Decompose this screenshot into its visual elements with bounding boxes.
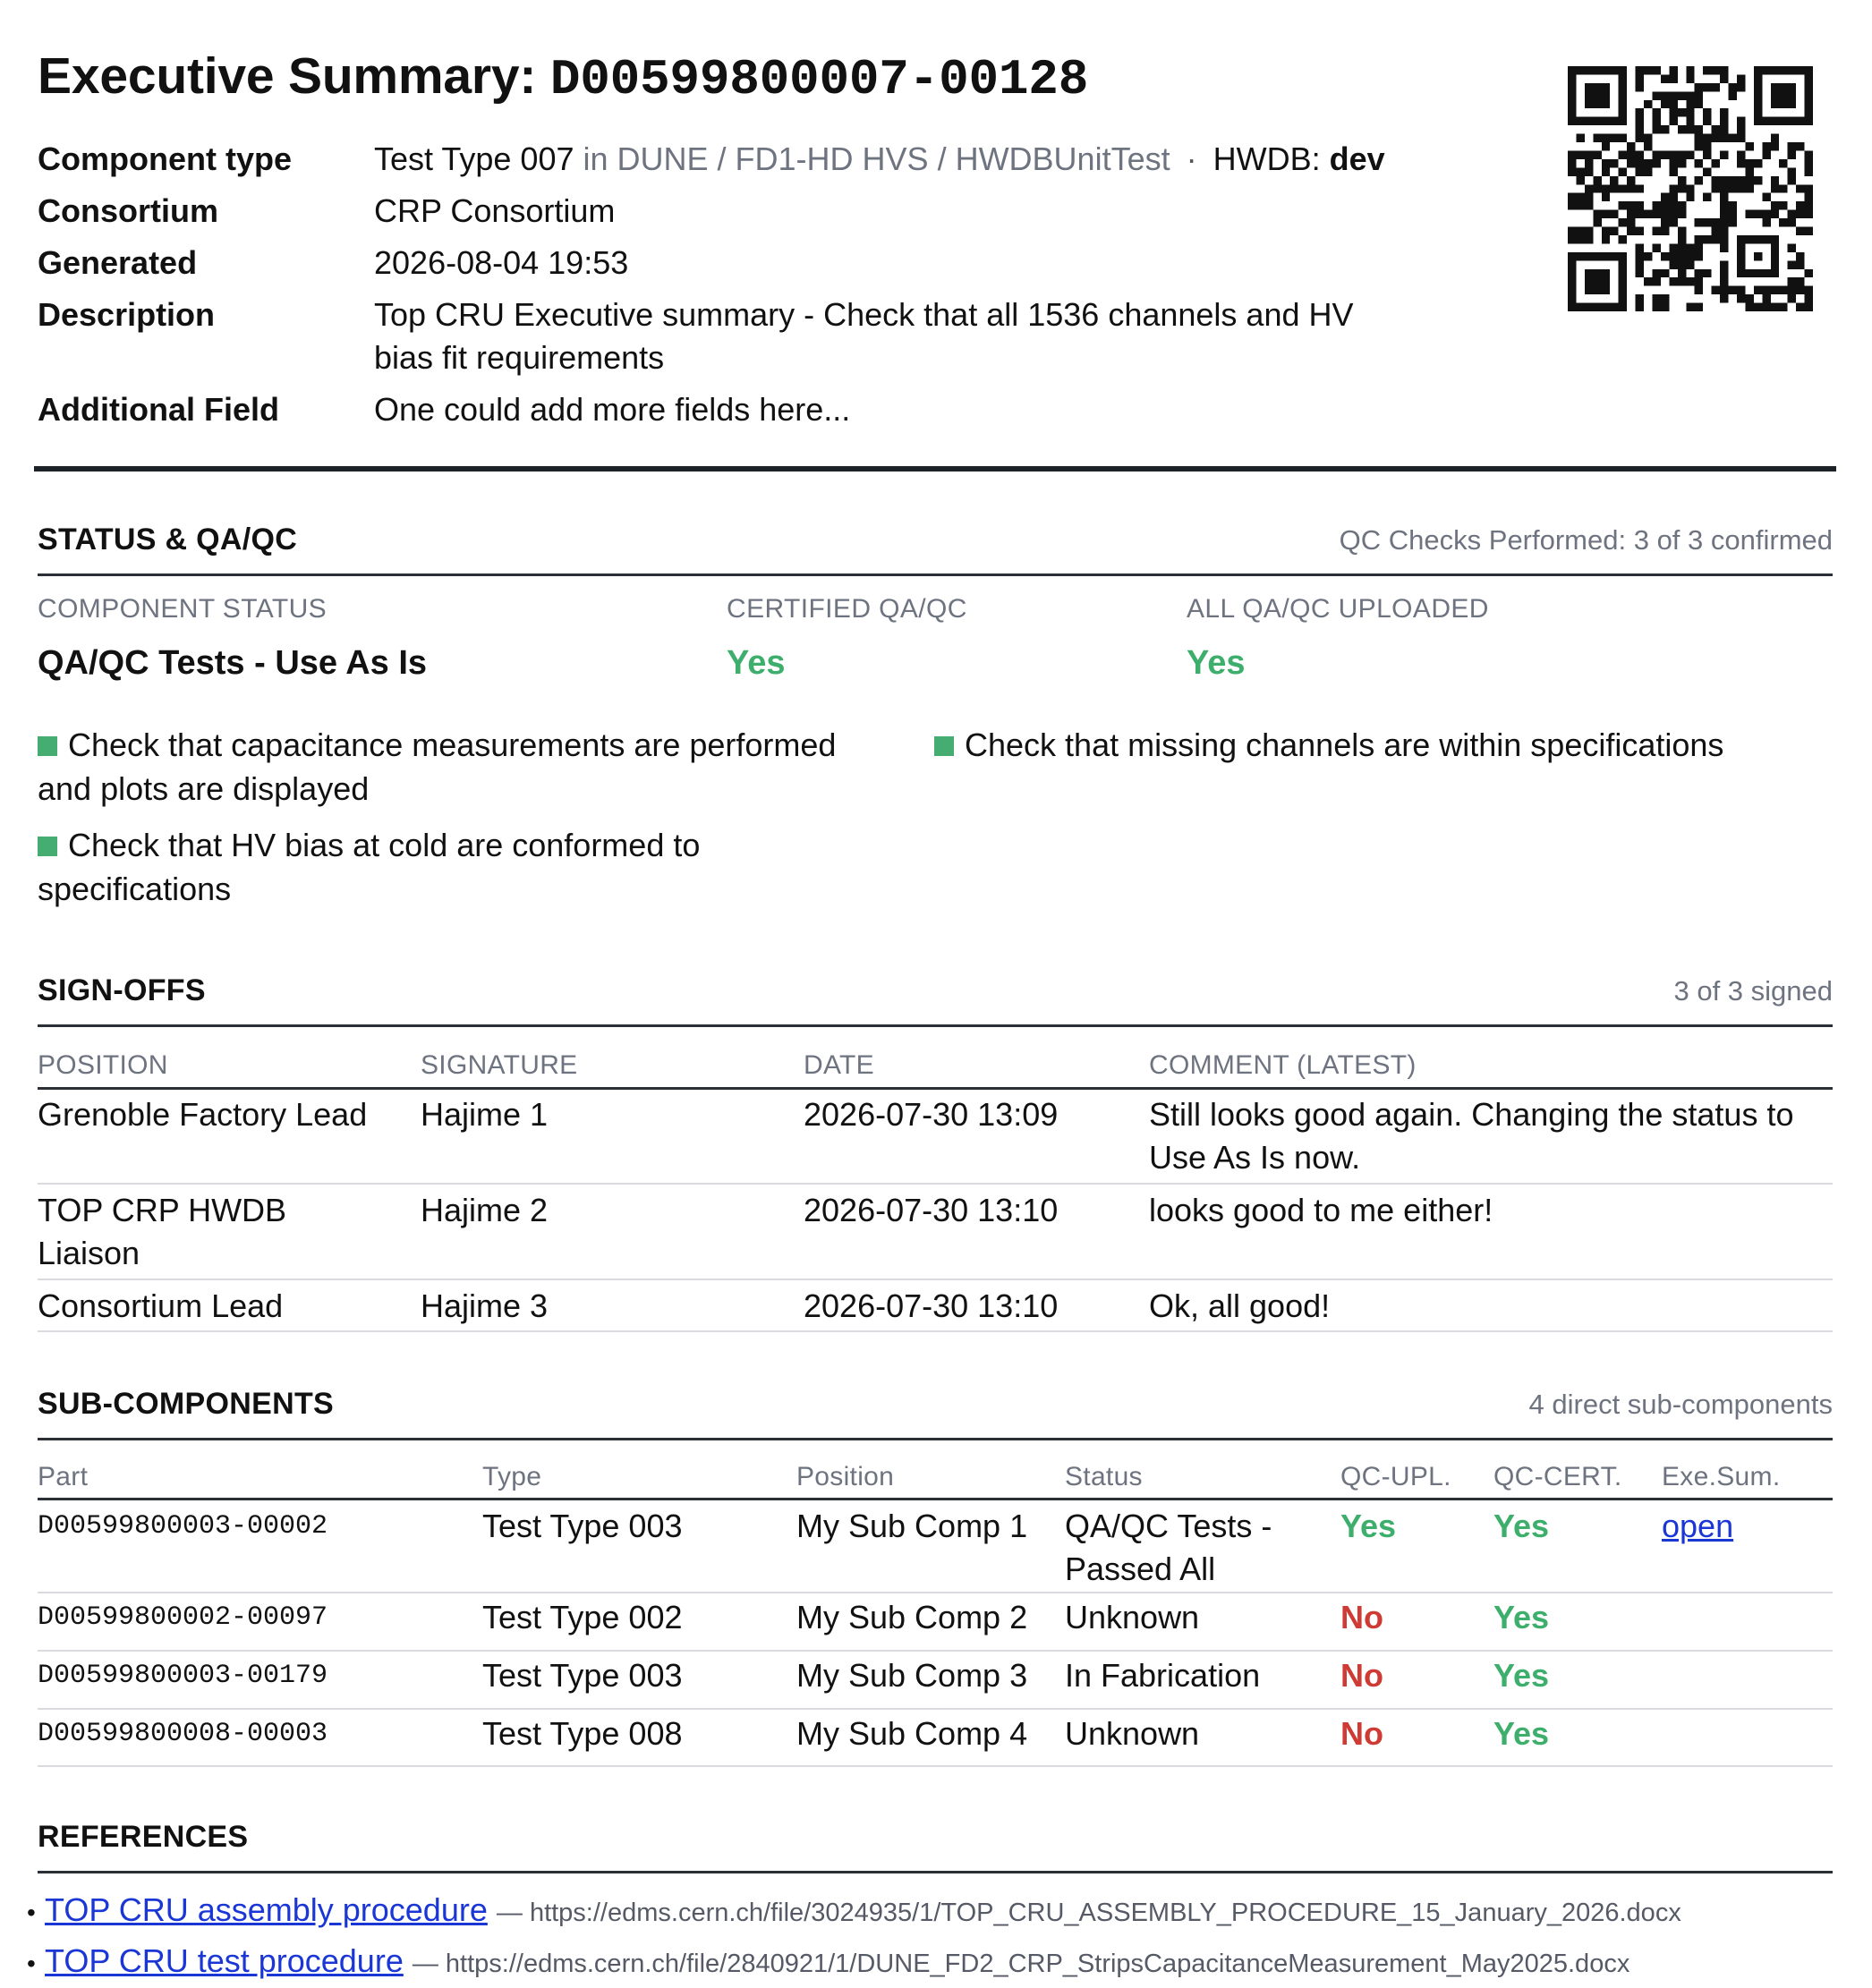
references-section-header bbox=[38, 1820, 1833, 1855]
component-status-block bbox=[38, 594, 427, 683]
signoffs-section-title: SIGN-OFFS bbox=[38, 973, 206, 1007]
col-header-qc-upl: QC-UPL. bbox=[1340, 1462, 1451, 1491]
table-row bbox=[38, 1281, 1833, 1333]
status-section-header bbox=[38, 522, 1833, 557]
col-header-comment: COMMENT (LATEST) bbox=[1149, 1050, 1417, 1080]
signoff-position: TOP CRP HWDB Liaison bbox=[38, 1192, 287, 1271]
subcomp-position: My Sub Comp 1 bbox=[796, 1508, 1028, 1544]
signoff-comment: Still looks good again. Changing the status to Use As Is now. bbox=[1149, 1096, 1794, 1176]
table-row bbox=[38, 1712, 1833, 1763]
hwdb-label: HWDB: bbox=[1213, 140, 1321, 177]
subcomp-exesum bbox=[1662, 1654, 1833, 1704]
table-row bbox=[38, 1596, 1833, 1646]
reference-item: • TOP CRU assembly procedure — https://edms.cern.ch/file/3024935/1/TOP_CRU_ASSEMBLY_PROCEDURE_15_January_2026.docx bbox=[27, 1886, 1799, 1937]
signoff-date: 2026-07-30 13:10 bbox=[804, 1192, 1059, 1228]
certified-value: Yes bbox=[727, 644, 786, 682]
additional-value: One could add more fields here... bbox=[374, 391, 851, 428]
table-row bbox=[38, 1654, 1833, 1704]
col-header-signature: SIGNATURE bbox=[421, 1050, 578, 1080]
reference-item: • TOP CRU test procedure — https://edms.cern.ch/file/2840921/1/DUNE_FD2_CRP_StripsCapacitanceMeasurement_May2025.docx bbox=[27, 1937, 1799, 1988]
col-header-position: POSITION bbox=[38, 1050, 168, 1080]
signoff-signature: Hajime 2 bbox=[421, 1192, 549, 1228]
header-divider bbox=[34, 466, 1836, 472]
references-section-title: REFERENCES bbox=[38, 1820, 249, 1854]
subcomponents-section-title: SUB-COMPONENTS bbox=[38, 1387, 334, 1421]
component-status-value: QA/QC Tests - Use As Is bbox=[38, 644, 428, 682]
subcomponents-header-row bbox=[38, 1458, 1833, 1496]
bullet-icon: • bbox=[27, 1950, 36, 1977]
uploaded-value: Yes bbox=[1187, 644, 1246, 682]
signoff-comment: looks good to me either! bbox=[1149, 1192, 1493, 1228]
subcomponents-body bbox=[38, 1654, 1833, 1704]
qc-check-item: Check that missing channels are within specifications bbox=[934, 723, 1833, 767]
additional-label: Additional Field bbox=[38, 391, 279, 428]
references-list bbox=[27, 1886, 1799, 1988]
signoff-comment: Ok, all good! bbox=[1149, 1287, 1331, 1324]
subcomp-qc-cert: Yes bbox=[1493, 1715, 1550, 1752]
qc-check-item: Check that capacitance measurements are performed and plots are displayed bbox=[38, 726, 837, 807]
subcomp-position: My Sub Comp 4 bbox=[796, 1715, 1028, 1752]
bullet-icon: • bbox=[27, 1899, 36, 1926]
subcomp-part: D00599800003-00002 bbox=[38, 1511, 328, 1542]
subcomponents-divider bbox=[38, 1438, 1833, 1440]
uploaded-block bbox=[1187, 594, 1489, 683]
consortium-label: Consortium bbox=[38, 192, 218, 229]
reference-link[interactable]: TOP CRU assembly procedure bbox=[45, 1891, 488, 1928]
component-path: in DUNE / FD1-HD HVS / HWDBUnitTest bbox=[583, 140, 1170, 177]
reference-url: https://edms.cern.ch/file/2840921/1/DUNE_FD2_CRP_StripsCapacitanceMeasurement_May2025.docx bbox=[445, 1950, 1630, 1978]
subcomp-qc-cert: Yes bbox=[1493, 1508, 1550, 1544]
subcomp-qc-upl: No bbox=[1340, 1715, 1383, 1752]
table-row bbox=[38, 1185, 1833, 1280]
subcomp-qc-upl: No bbox=[1340, 1599, 1383, 1635]
row-divider bbox=[38, 1330, 1833, 1332]
signoffs-section-header bbox=[38, 973, 1833, 1008]
status-divider bbox=[38, 573, 1833, 576]
subcomp-type: Test Type 003 bbox=[482, 1657, 683, 1694]
description-label: Description bbox=[38, 296, 216, 333]
hwdb-value: dev bbox=[1329, 140, 1385, 177]
uploaded-label: ALL QA/QC UPLOADED bbox=[1187, 594, 1489, 624]
subcomponents-count-note: 4 direct sub-components bbox=[1528, 1389, 1833, 1420]
signoffs-body bbox=[38, 1281, 1833, 1333]
signoffs-divider bbox=[38, 1024, 1833, 1027]
subcomp-type: Test Type 008 bbox=[482, 1715, 683, 1752]
check-square-icon bbox=[38, 837, 57, 856]
row-divider bbox=[38, 1592, 1833, 1593]
subcomponents-body bbox=[38, 1505, 1833, 1591]
col-header-position: Position bbox=[796, 1462, 895, 1491]
table-row bbox=[38, 1090, 1833, 1185]
subcomp-part: D00599800008-00003 bbox=[38, 1719, 328, 1749]
signoff-date: 2026-07-30 13:10 bbox=[804, 1287, 1059, 1324]
subcomp-qc-cert: Yes bbox=[1493, 1657, 1550, 1694]
certified-block bbox=[727, 594, 967, 683]
description-value: Top CRU Executive summary - Check that all 1536 channels and HV bias fit requirements bbox=[374, 296, 1354, 376]
signoffs-body bbox=[38, 1185, 1833, 1280]
meta-row-description bbox=[38, 293, 1469, 379]
reference-link[interactable]: TOP CRU test procedure bbox=[45, 1942, 404, 1979]
signoff-position: Grenoble Factory Lead bbox=[38, 1096, 368, 1133]
row-divider bbox=[38, 1183, 1833, 1185]
qc-checks-note: QC Checks Performed: 3 of 3 confirmed bbox=[1339, 524, 1833, 556]
references-divider bbox=[38, 1871, 1833, 1873]
subcomp-status: Unknown bbox=[1065, 1715, 1200, 1752]
subcomp-qc-upl: Yes bbox=[1340, 1508, 1397, 1544]
check-square-icon bbox=[38, 736, 57, 756]
subcomp-status: In Fabrication bbox=[1065, 1657, 1261, 1694]
qr-code-icon bbox=[1568, 66, 1813, 311]
subcomponents-body bbox=[38, 1596, 1833, 1646]
subcomponents-section-header bbox=[38, 1387, 1833, 1422]
subcomp-exesum bbox=[1662, 1596, 1833, 1646]
signoffs-table bbox=[38, 1044, 1833, 1087]
subcomponents-table-header bbox=[38, 1458, 1833, 1496]
generated-value: 2026-08-04 19:53 bbox=[374, 244, 629, 281]
subcomponents-header-rule bbox=[38, 1498, 1833, 1500]
col-header-exesum: Exe.Sum. bbox=[1662, 1462, 1781, 1491]
page-title bbox=[38, 47, 1088, 108]
status-section-title: STATUS & QA/QC bbox=[38, 522, 298, 556]
signoff-signature: Hajime 1 bbox=[421, 1096, 549, 1133]
meta-row-additional bbox=[38, 388, 1469, 431]
subcomp-position: My Sub Comp 3 bbox=[796, 1657, 1028, 1694]
part-id: D00599800007-00128 bbox=[549, 51, 1089, 108]
certified-label: CERTIFIED QA/QC bbox=[727, 594, 967, 624]
subcomp-qc-cert: Yes bbox=[1493, 1599, 1550, 1635]
check-square-icon bbox=[934, 736, 954, 756]
reference-url: https://edms.cern.ch/file/3024935/1/TOP_CRU_ASSEMBLY_PROCEDURE_15_January_2026.docx bbox=[529, 1899, 1681, 1927]
exesum-open-link[interactable]: open bbox=[1662, 1508, 1734, 1544]
subcomp-status: QA/QC Tests - Passed All bbox=[1065, 1508, 1272, 1587]
subcomp-qc-upl: No bbox=[1340, 1657, 1383, 1694]
subcomponents-body bbox=[38, 1712, 1833, 1763]
signoff-signature: Hajime 3 bbox=[421, 1287, 549, 1324]
subcomp-type: Test Type 003 bbox=[482, 1508, 683, 1544]
col-header-status: Status bbox=[1065, 1462, 1143, 1491]
subcomp-part: D00599800003-00179 bbox=[38, 1661, 328, 1691]
signoffs-count-note: 3 of 3 signed bbox=[1673, 975, 1833, 1007]
qc-check-item: Check that HV bias at cold are conformed to specifications bbox=[38, 827, 701, 907]
row-divider bbox=[38, 1650, 1833, 1652]
signoffs-header-row bbox=[38, 1044, 1833, 1087]
subcomp-part: D00599800002-00097 bbox=[38, 1602, 328, 1633]
row-divider bbox=[38, 1708, 1833, 1710]
row-divider bbox=[38, 1765, 1833, 1767]
metadata-table bbox=[38, 138, 1469, 440]
table-row bbox=[38, 1505, 1833, 1591]
component-status-label: COMPONENT STATUS bbox=[38, 594, 328, 624]
component-type: Test Type 007 bbox=[374, 140, 574, 177]
subcomp-status: Unknown bbox=[1065, 1599, 1200, 1635]
subcomp-exesum bbox=[1662, 1712, 1833, 1763]
separator-dot: · bbox=[1186, 140, 1197, 177]
meta-row-component-type bbox=[38, 138, 1469, 181]
subcomp-type: Test Type 002 bbox=[482, 1599, 683, 1635]
col-header-part: Part bbox=[38, 1462, 89, 1491]
component-type-label: Component type bbox=[38, 140, 292, 177]
generated-label: Generated bbox=[38, 244, 198, 281]
title-prefix: Executive Summary: bbox=[38, 47, 537, 105]
signoff-date: 2026-07-30 13:09 bbox=[804, 1096, 1059, 1133]
signoff-position: Consortium Lead bbox=[38, 1287, 284, 1324]
subcomp-position: My Sub Comp 2 bbox=[796, 1599, 1028, 1635]
col-header-date: DATE bbox=[804, 1050, 874, 1080]
col-header-type: Type bbox=[482, 1462, 542, 1491]
row-divider bbox=[38, 1279, 1833, 1280]
col-header-qc-cert: QC-CERT. bbox=[1493, 1462, 1622, 1491]
consortium-value: CRP Consortium bbox=[374, 192, 616, 229]
meta-row-generated bbox=[38, 242, 1469, 285]
signoffs-body bbox=[38, 1090, 1833, 1185]
meta-row-consortium bbox=[38, 190, 1469, 233]
